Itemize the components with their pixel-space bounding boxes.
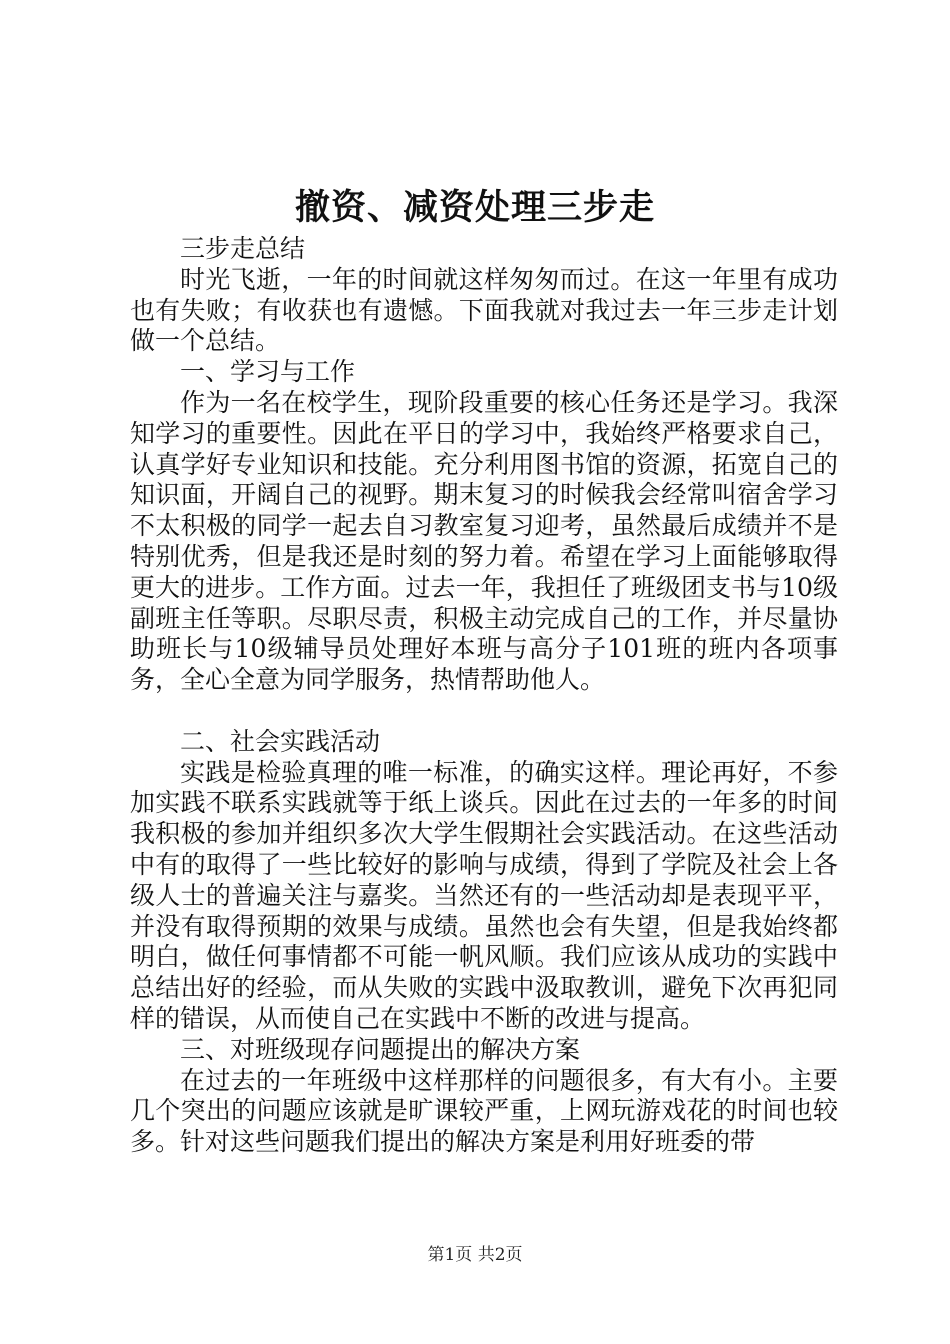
document-title: 撤资、减资处理三步走 xyxy=(294,187,655,228)
section-body-social-practice: 实践是检验真理的唯一标准，的确实这样。理论再好，不参加实践不联系实践就等于纸上谈兵。因此在过去的一年多的时间我积极的参加并组织多次大学生假期社会实践活动。在这些活动中有的取得了一些比较好的影响与成绩，得到了学院及社会上各级人士的普遍关注与嘉奖。当然还有的一些活动却是表现平平，并没有取得预期的效果与成绩。虽然也会有失望，但是我始终都明白，做任何事情都不可能一帆风顺。我们应该从成功的实践中总结出好的经验，而从失败的实践中汲取教训，避免下次再犯同样的错误，从而使自己在实践中不断的改进与提高。 xyxy=(130,757,838,1033)
paragraph-spacer xyxy=(130,696,838,727)
page-number-footer: 第1页 共2页 xyxy=(427,1245,523,1265)
document-subtitle: 三步走总结 xyxy=(180,234,306,263)
section-body-class-solutions: 在过去的一年班级中这样那样的问题很多，有大有小。主要几个突出的问题应该就是旷课较严重，上网玩游戏花的时间也较多。针对这些问题我们提出的解决方案是利用好班委的带 xyxy=(130,1065,838,1157)
section-heading-social-practice: 二、社会实践活动 xyxy=(180,726,381,756)
section-heading-study-work: 一、学习与工作 xyxy=(180,357,356,387)
section-heading-class-solutions: 三、对班级现存问题提出的解决方案 xyxy=(180,1034,581,1064)
intro-paragraph: 时光飞逝，一年的时间就这样匆匆而过。在这一年里有成功也有失败；有收获也有遗憾。下面我就对我过去一年三步走计划做一个总结。 xyxy=(130,264,838,356)
document-body xyxy=(130,234,838,1158)
section-body-study-work: 作为一名在校学生，现阶段重要的核心任务还是学习。我深知学习的重要性。因此在平日的学习中，我始终严格要求自己，认真学好专业知识和技能。充分利用图书馆的资源，拓宽自己的知识面，开阔自己的视野。期末复习的时候我会经常叫宿舍学习不太积极的同学一起去自习教室复习迎考，虽然最后成绩并不是特别优秀，但是我还是时刻的努力着。希望在学习上面能够取得更大的进步。工作方面。过去一年，我担任了班级团支书与10级副班主任等职。尽职尽责，积极主动完成自己的工作，并尽量协助班长与10级辅导员处理好本班与高分子101班的班内各项事务，全心全意为同学服务，热情帮助他人。 xyxy=(130,387,838,695)
